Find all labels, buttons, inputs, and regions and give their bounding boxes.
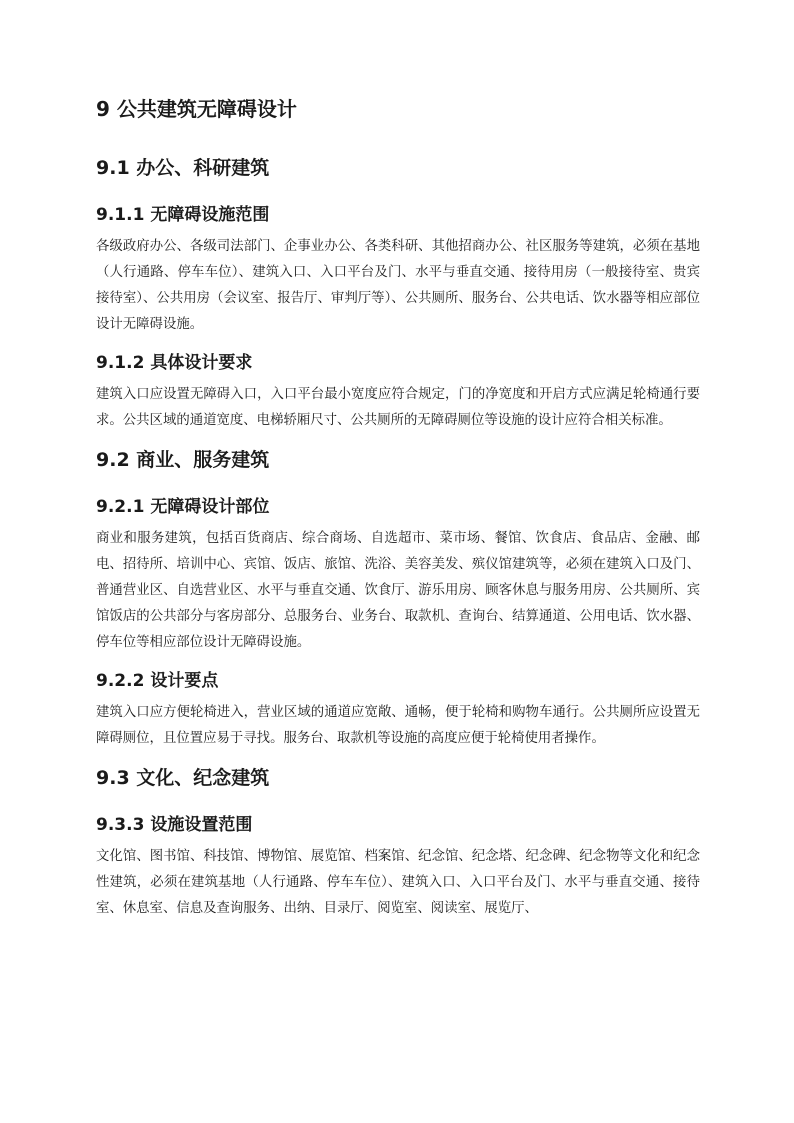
subsection-title-9-3-3: 9.3.3 设施设置范围 bbox=[96, 815, 253, 835]
subsection-title-9-1-1: 9.1.1 无障碍设施范围 bbox=[96, 205, 270, 225]
paragraph-9-1-1: 各级政府办公、各级司法部门、企事业办公、各类科研、其他招商办公、社区服务等建筑，必须在基地（人行通路、停车车位）、建筑入口、入口平台及门、水平与垂直交通、接待用房（一般接待室、贵宾接待室）、公共用房（会议室、报告厅、审判厅等）、公共厕所、服务台、公共电话、饮水器等相应部位设计无障碍设施。 bbox=[96, 239, 700, 332]
section-title-9-2: 9.2 商业、服务建筑 bbox=[96, 449, 270, 471]
paragraph-9-1-2: 建筑入口应设置无障碍入口，入口平台最小宽度应符合规定，门的净宽度和开启方式应满足轮椅通行要求。公共区域的通道宽度、电梯轿厢尺寸、公共厕所的无障碍厕位等设施的设计应符合相关标准。 bbox=[96, 387, 700, 428]
subsection-title-9-1-2: 9.1.2 具体设计要求 bbox=[96, 353, 253, 373]
paragraph-9-2-2: 建筑入口应方便轮椅进入，营业区域的通道应宽敞、通畅，便于轮椅和购物车通行。公共厕所应设置无障碍厕位，且位置应易于寻找。服务台、取款机等设施的高度应便于轮椅使用者操作。 bbox=[96, 705, 700, 746]
subsection-title-9-2-1: 9.2.1 无障碍设计部位 bbox=[96, 497, 270, 517]
document-content bbox=[96, 92, 700, 932]
subsection-title-9-2-2: 9.2.2 设计要点 bbox=[96, 671, 219, 691]
paragraph-9-2-1: 商业和服务建筑，包括百货商店、综合商场、自选超市、菜市场、餐馆、饮食店、食品店、金融、邮电、招待所、培训中心、宾馆、饭店、旅馆、洗浴、美容美发、殡仪馆建筑等，必须在建筑入口及门、普通营业区、自选营业区、水平与垂直交通、饮食厅、游乐用房、顾客休息与服务用房、公共厕所、宾馆饭店的公共部分与客房部分、总服务台、业务台、取款机、查询台、结算通道、公用电话、饮水器、停车位等相应部位设计无障碍设施。 bbox=[96, 531, 700, 650]
paragraph-9-3-3: 文化馆、图书馆、科技馆、博物馆、展览馆、档案馆、纪念馆、纪念塔、纪念碑、纪念物等文化和纪念性建筑，必须在建筑基地（人行通路、停车车位）、建筑入口、入口平台及门、水平与垂直交通、接待室、休息室、信息及查询服务、出纳、目录厅、阅览室、阅读室、展览厅、 bbox=[96, 849, 700, 916]
chapter-title: 9 公共建筑无障碍设计 bbox=[96, 97, 297, 121]
section-title-9-3: 9.3 文化、纪念建筑 bbox=[96, 767, 270, 789]
section-title-9-1: 9.1 办公、科研建筑 bbox=[96, 157, 270, 179]
